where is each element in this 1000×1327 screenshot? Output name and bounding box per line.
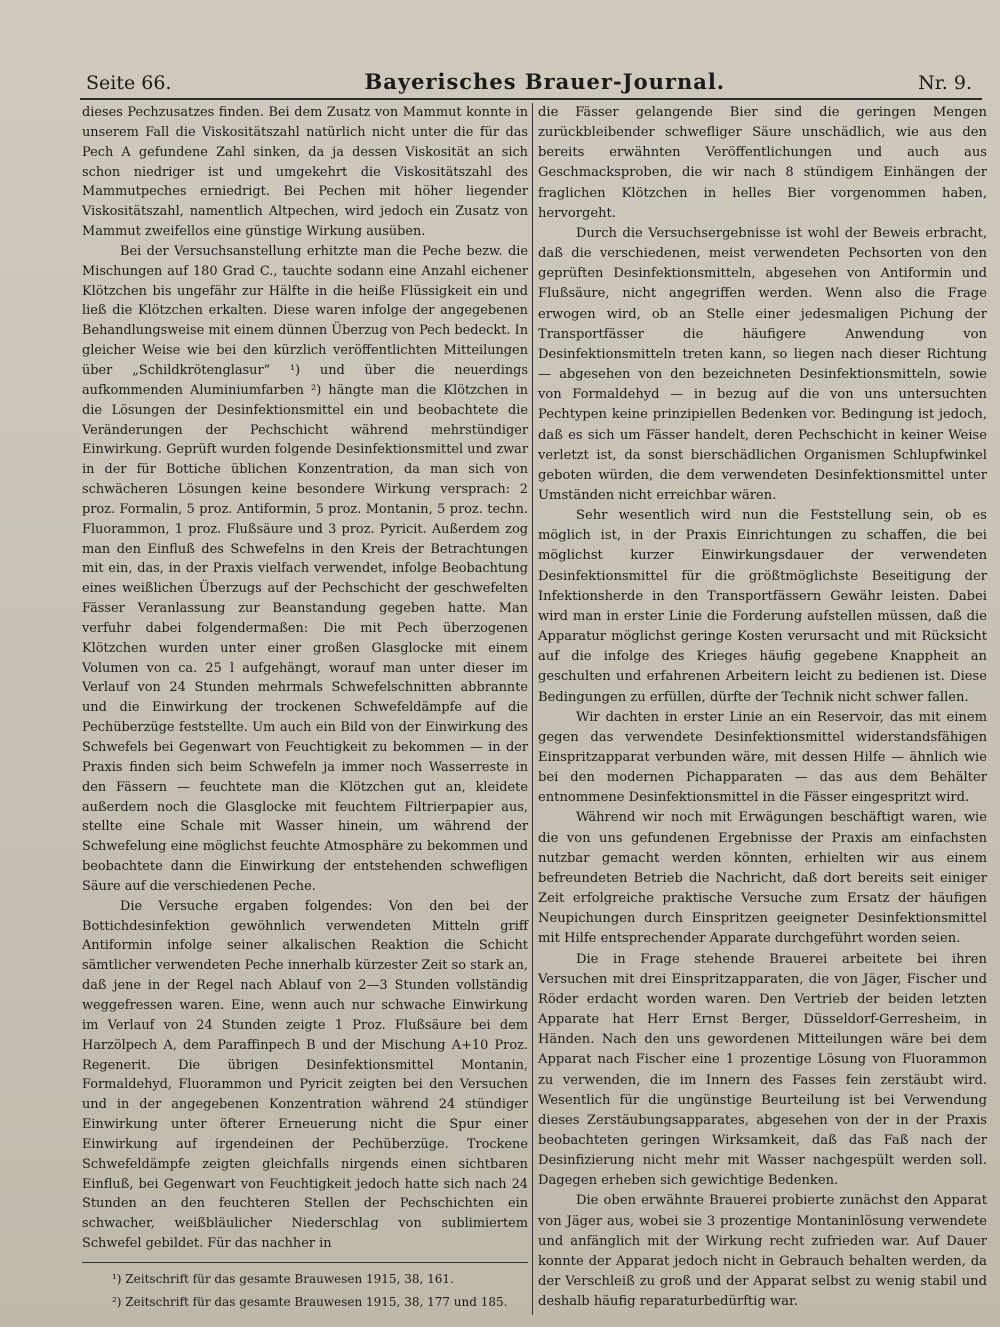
paragraph: Sehr wesentlich wird nun die Feststellung sein, ob es möglich ist, in der Praxis Einrichtungen zu schaffen, die bei möglichst kurzer Einwirkungsdauer der verwendeten Desinfektionsmittel für die größtmöglichste Beseitigung der Infektionsherde in den Transportfässern Gewähr leisten. Dabei wird man in erster Linie die Forderung aufstellen müssen, daß die Apparatur möglichst geringe Kosten verursacht und mit Rücksicht auf die infolge des Krieges häufig gegebene Knappheit an geschulten und erfahrenen Arbeitern leicht zu bedienen ist. Diese Bedingungen zu erfüllen, dürfte der Technik nicht schwer fallen. <box>538 508 987 705</box>
left-column <box>82 103 528 1254</box>
header-rule <box>80 98 982 100</box>
paragraph: Die Versuche ergaben folgendes: Von den bei der Bottichdesinfektion gewöhnlich verwendeten Mitteln griff Antiformin infolge seiner alkalischen Reaktion die Schicht sämtlicher verwendeten Peche innerhalb kürzester Zeit so stark an, daß jene in der Regel nach Ablauf von 2—3 Stunden vollständig weggefressen waren. Eine, wenn auch nur schwache Einwirkung im Verlauf von 24 Stunden zeigte 1 Proz. Flußsäure bei dem Harzölpech A, dem Paraffinpech B und der Mischung A+10 Proz. Regenerit. Die übrigen Desinfektionsmittel Montanin, Formaldehyd, Fluorammon und Pyricit zeigten bei den Versuchen und in der angegebenen Konzentration während 24 stündiger Einwirkung unter öfterer Erneuerung nicht die Spur einer Einwirkung auf irgendeinen der Pechüberzüge. Trockene Schwefeldämpfe zeigten gleichfalls nirgends einen sichtbaren Einfluß, bei Gegenwart von Feuchtigkeit jedoch hatte sich nach 24 Stunden an den feuchteren Stellen der Pechschichten ein schwacher, weißbläulicher Niederschlag von sublimiertem Schwefel gebildet. Für das nachher in <box>82 898 528 1252</box>
paragraph: die Fässer gelangende Bier sind die geringen Mengen zurückbleibender schwefliger Säure unschädlich, wie aus den bereits erwähnten Veröffentlichungen und auch aus Geschmacksproben, die wir nach 8 stündigem Einhängen der fraglichen Klötzchen in helles Bier vorgenommen haben, hervorgeht. <box>538 105 987 221</box>
issue-number: Nr. 9. <box>918 72 972 94</box>
paragraph: dieses Pechzusatzes finden. Bei dem Zusatz von Mammut konnte in unserem Fall die Viskositätszahl natürlich nicht unter die für das Pech A gefundene Zahl sinken, da ja dessen Viskosität an sich schon niedriger ist und umgekehrt die Viskositätszahl des Mammutpeches erniedrigt. Bei Pechen mit höher liegender Viskositätszahl, namentlich Altpechen, wird jedoch ein Zusatz von Mammut zweifellos eine günstige Wirkung ausüben. <box>82 105 528 240</box>
footnotes <box>112 1268 528 1314</box>
paragraph: Bei der Versuchsanstellung erhitzte man die Peche bezw. die Mischungen auf 180 Grad C., tauchte sodann eine Anzahl eichener Klötzchen bis ungefähr zur Hälfte in die heiße Flüssigkeit ein und ließ die Klötzchen erkalten. Diese waren infolge der angegebenen Behandlungsweise mit einem dünnen Überzug von Pech bedeckt. In gleicher Weise wie bei den kürzlich veröffentlichten Mitteilungen über „Schildkrötenglasur“ ¹) und über die neuerdings aufkommenden Aluminiumfarben ²) hängte man die Klötzchen in die Lösungen der Desinfektionsmittel ein und beobachtete die Veränderungen der Pechschicht während mehrstündiger Einwirkung. Geprüft wurden folgende Desinfektionsmittel und zwar in der für Bottiche üblichen Konzentration, da man sich von schwächeren Lösungen keine besondere Wirkung versprach: 2 proz. Formalin, 5 proz. Antiformin, 5 proz. Montanin, 5 proz. techn. Fluorammon, 1 proz. Flußsäure und 3 proz. Pyricit. Außerdem zog man den Einfluß des Schwefelns in den Kreis der Betrachtungen mit ein, das, in der Praxis vielfach verwendet, infolge Beobachtung eines weißlichen Überzugs auf der Pechschicht der geschwefelten Fässer Veranlassung zur Beanstandung gegeben hatte. Man verfuhr dabei folgendermaßen: Die mit Pech überzogenen Klötzchen wurden unter einer großen Glasglocke mit einem Volumen von ca. 25 l aufgehängt, worauf man unter dieser im Verlauf von 24 Stunden mehrmals Schwefelschnitten abbrannte und die Einwirkung der trockenen Schwefeldämpfe auf die Pechüberzüge feststellte. Um auch ein Bild von der Einwirkung des Schwefels bei Gegenwart von Feuchtigkeit zu bekommen — in der Praxis finden sich beim Schwefeln ja immer noch Wasserreste in den Fässern — feuchtete man die Klötzchen gut an, kleidete außerdem noch die Glasglocke mit feuchtem Filtrierpapier aus, stellte eine Schale mit Wasser hinein, um während der Schwefelung eine möglichst feuchte Atmosphäre zu bekommen und beobachtete dann die Einwirkung der entstehenden schwefligen Säure auf die verschiedenen Peche. <box>82 243 528 894</box>
column-divider <box>532 103 533 1315</box>
journal-title: Bayerisches Brauer-Journal. <box>364 69 726 94</box>
paragraph: Die oben erwähnte Brauerei probierte zunächst den Apparat von Jäger aus, wobei sie 3 prozentige Montaninlösung verwendete und anfänglich mit der Wirkung recht zufrieden war. Auf Dauer konnte der Apparat jedoch nicht in Gebrauch behalten werden, da der Verschleiß zu groß und der Apparat selbst zu wenig stabil und deshalb häufig reparaturbedürftig war. <box>538 1193 987 1310</box>
page-number: Seite 66. <box>86 72 172 94</box>
paragraph: Während wir noch mit Erwägungen beschäftigt waren, wie die von uns gefundenen Ergebnisse der Praxis am einfachsten nutzbar gemacht werden könnten, erhielten wir aus einem befreundeten Betrieb die Nachricht, daß dort bereits seit einiger Zeit erfolgreiche praktische Versuche zum Ersatz der häufigen Neupichungen durch Einspritzen geeigneter Desinfektionsmittel mit Hilfe entsprechender Apparate durchgeführt worden seien. <box>538 810 987 947</box>
page-header <box>86 58 972 94</box>
paragraph: Wir dachten in erster Linie an ein Reservoir, das mit einem gegen das verwendete Desinfektionsmittel widerstandsfähigen Einspritzapparat verbunden wäre, mit dessen Hilfe — ähnlich wie bei den modernen Pichapparaten — das aus dem Behälter entnommene Desinfektionsmittel in die Fässer eingespritzt wird. <box>538 709 987 806</box>
footnote-2: ²) Zeitschrift für das gesamte Brauwesen 1915, 38, 177 und 185. <box>112 1295 508 1309</box>
footnote-1: ¹) Zeitschrift für das gesamte Brauwesen 1915, 38, 161. <box>112 1272 454 1286</box>
paragraph: Die in Frage stehende Brauerei arbeitete bei ihren Versuchen mit drei Einspritzapparaten, die von Jäger, Fischer und Röder erdacht worden waren. Den Vertrieb der beiden letzten Apparate hat Herr Ernst Berger, Düsseldorf-Gerresheim, in Händen. Nach den uns gewordenen Mitteilungen wäre bei dem Apparat nach Fischer eine 1 prozentige Lösung von Fluorammon zu verwenden, die im Innern des Fasses fein zerstäubt wird. Wesentlich für die ungünstige Beurteilung ist bei Verwendung dieses Zerstäubungsapparates, abgesehen von der in der Praxis beobachteten geringen Wirksamkeit, daß das Faß nach der Desinfizierung nicht mehr mit Wasser nachgespült werden soll. Dagegen erheben sich gewichtige Bedenken. <box>538 951 987 1189</box>
right-column <box>538 103 987 1312</box>
paragraph: Durch die Versuchsergebnisse ist wohl der Beweis erbracht, daß die verschiedenen, meist verwendeten Pechsorten von den geprüften Desinfektionsmitteln, abgesehen von Antiformin und Flußsäure, nicht angegriffen werden. Wenn also die Frage erwogen wird, ob an Stelle einer jedesmaligen Pichung der Transportfässer die häufigere Anwendung von Desinfektionsmitteln treten kann, so liegen nach dieser Richtung — abgesehen von den bezeichneten Desinfektionsmitteln, sowie von Formaldehyd — in bezug auf die von uns untersuchten Pechtypen keine prinzipiellen Bedenken vor. Bedingung ist jedoch, daß es sich um Fässer handelt, deren Pechschicht in keiner Weise verletzt ist, da sonst bierschädlichen Organismen Schlupfwinkel geboten würden, die dem verwendeten Desinfektionsmittel unter Umständen nicht erreichbar wären. <box>538 225 987 503</box>
footnote-rule <box>82 1262 528 1263</box>
